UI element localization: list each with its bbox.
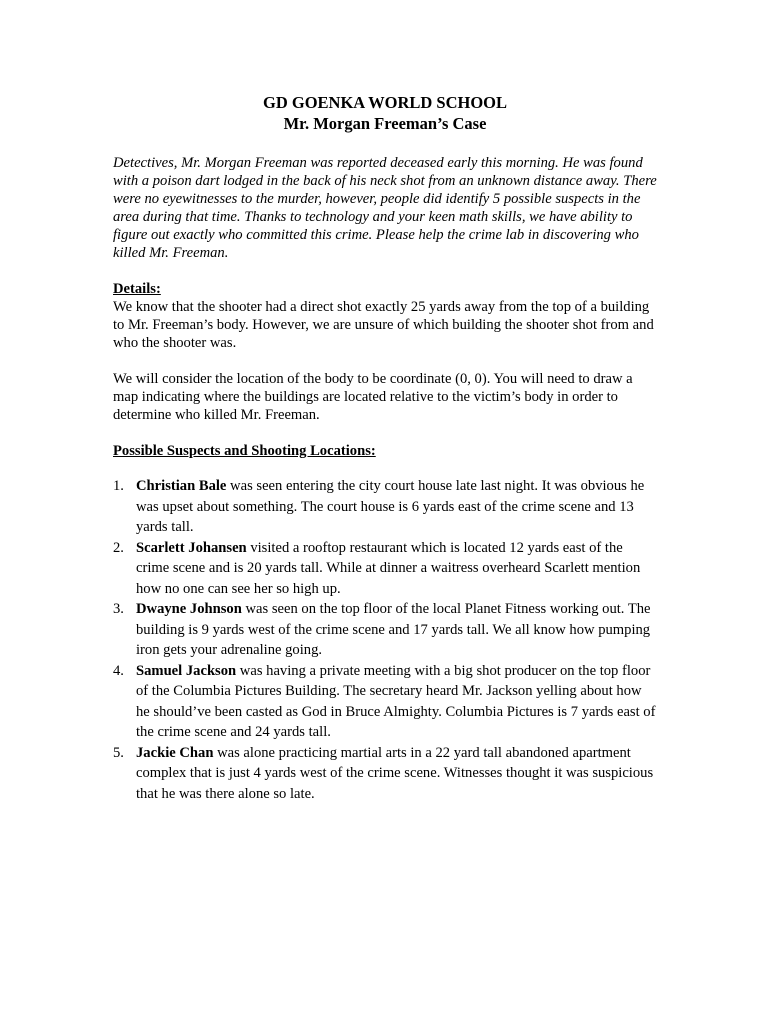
suspect-item-2 xyxy=(113,538,657,600)
suspect-item-3 xyxy=(113,599,657,661)
suspect-description: was seen entering the city court house late last night. It was obvious he was upset about something. The court house is 6 yards east of the crime scene and 13 yards tall. xyxy=(136,478,645,535)
suspect-item-5 xyxy=(113,743,657,805)
suspect-number: 5. xyxy=(113,744,124,761)
suspect-number: 1. xyxy=(113,478,124,494)
suspect-item-1 xyxy=(113,476,657,538)
suspect-name: Jackie Chan xyxy=(136,744,214,761)
school-name: GD GOENKA WORLD SCHOOL xyxy=(262,93,508,112)
suspect-name: Samuel Jackson xyxy=(136,662,237,679)
suspect-name: Christian Bale xyxy=(136,478,227,494)
suspect-name: Scarlett Johansen xyxy=(136,539,247,556)
suspect-number: 2. xyxy=(113,539,124,556)
suspects-heading: Possible Suspects and Shooting Locations: xyxy=(113,443,376,459)
suspect-description: was having a private meeting with a big shot producer on the top floor of the Columbia Pictures Building. The secretary heard Mr. Jackson yelling about how he should’ve been casted as God in Bruce Almighty. Columbia Pictures is 7 yards east of the crime scene and 24 yards tall. xyxy=(136,662,656,740)
suspect-name: Dwayne Johnson xyxy=(136,601,242,617)
suspect-number: 4. xyxy=(113,662,124,679)
suspect-item-4 xyxy=(113,661,657,743)
details-section xyxy=(113,280,657,352)
suspect-list xyxy=(113,476,657,804)
coordinate-paragraph: We will consider the location of the body to be coordinate (0, 0). You will need to draw a map indicating where the buildings are located relative to the victim’s body in order to determine who killed Mr. Freeman. xyxy=(113,371,633,423)
suspect-description: was alone practicing martial arts in a 22 yard tall abandoned apartment complex that is just 4 yards west of the crime scene. Witnesses thought it was suspicious that he was there alone so late. xyxy=(136,744,654,802)
details-paragraph: We know that the shooter had a direct shot exactly 25 yards away from the top of a building to Mr. Freeman’s body. However, we are unsure of which building the shooter shot from and who the shooter was. xyxy=(113,299,654,351)
suspect-description: was seen on the top floor of the local Planet Fitness working out. The building is 9 yards west of the crime scene and 17 yards tall. We all know how pumping iron gets your adrenaline going. xyxy=(136,601,651,658)
intro-paragraph: Detectives, Mr. Morgan Freeman was reported deceased early this morning. He was found with a poison dart lodged in the back of his neck shot from an unknown distance away. There were no eyewitnesses to the murder, however, people did identify 5 possible suspects in the area during that time. Thanks to technology and your keen math skills, we have ability to figure out exactly who committed this crime. Please help the crime lab in discovering who killed Mr. Freeman. xyxy=(113,155,657,261)
case-title: Mr. Morgan Freeman’s Case xyxy=(283,114,487,133)
details-heading: Details: xyxy=(113,281,161,297)
suspect-description: visited a rooftop restaurant which is located 12 yards east of the crime scene and is 20 yards tall. While at dinner a waitress overheard Scarlett mention how no one can see her so high up. xyxy=(136,539,641,597)
suspect-number: 3. xyxy=(113,601,124,617)
document-page xyxy=(113,92,657,804)
